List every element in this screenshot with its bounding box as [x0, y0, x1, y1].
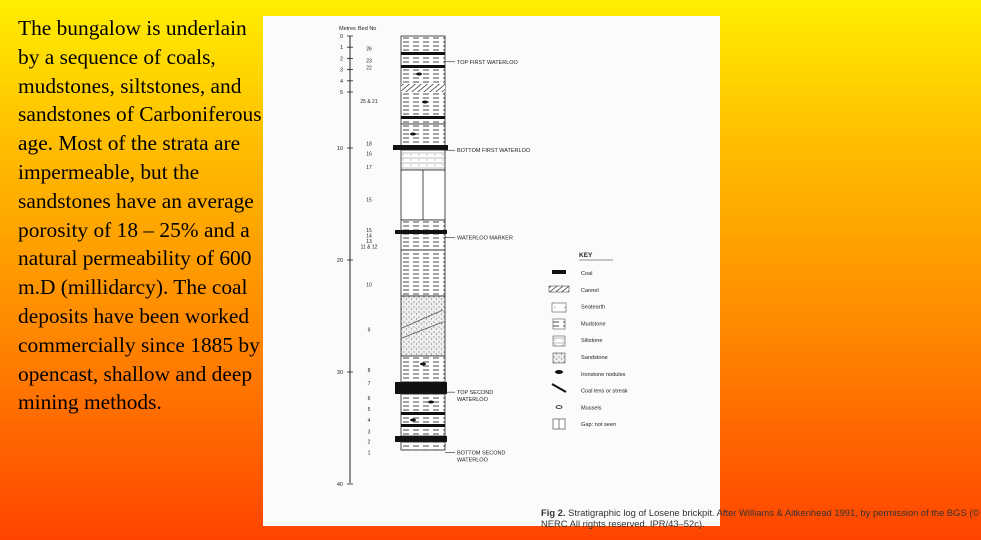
- gap-icon: [553, 419, 565, 429]
- coal-top-second-waterloo: [395, 382, 447, 394]
- bed-number-label: 2: [367, 439, 371, 446]
- mussels-icon: [556, 406, 562, 409]
- annotation-label: TOP FIRST WATERLOO: [457, 59, 518, 66]
- depth-tick-label: 2: [339, 56, 343, 63]
- annotation-label: WATERLOO: [457, 397, 488, 404]
- bed-number-label: 22: [366, 65, 372, 72]
- bed-number-label: 26: [366, 46, 372, 53]
- siltstone-bed-17: [401, 150, 445, 170]
- bed-number-labels: [360, 46, 377, 456]
- bed-number-label: 15: [366, 197, 372, 204]
- coal-bottom-second-waterloo: [395, 436, 447, 442]
- coal-waterloo-marker: [395, 230, 447, 234]
- sandstone-unit-9: [401, 296, 445, 356]
- depth-tick-label: 5: [339, 90, 343, 96]
- bed-number-label: 11 & 12: [360, 244, 378, 251]
- key-labels: [581, 271, 628, 428]
- key-legend: [549, 252, 628, 429]
- sandstone-icon: [553, 353, 565, 363]
- bed-number-label: 9: [367, 327, 371, 334]
- key-item-label: Gap: not seen: [581, 422, 617, 429]
- siltstone-icon: [553, 336, 565, 346]
- bed-number-label: 1: [367, 450, 371, 457]
- bed-number-label: 14: [366, 233, 372, 240]
- bed-no-header: Bed No: [358, 26, 377, 32]
- bed-number-label: 18: [366, 141, 372, 148]
- annotation-label: TOP SECOND: [457, 390, 494, 397]
- depth-tick-label: 20: [336, 258, 343, 264]
- depth-tick-label: 0: [339, 34, 343, 40]
- bed-number-label: 3: [367, 429, 371, 436]
- bed-number-label: 25 & 21: [360, 98, 378, 105]
- depth-tick-label: 10: [336, 146, 343, 152]
- mudstone-unit-10: [401, 250, 445, 296]
- key-item-label: Siltstone: [581, 338, 603, 345]
- depth-tick-label: 30: [336, 370, 343, 376]
- mudstone-unit-18: [401, 124, 445, 146]
- depth-tick-label: 1: [339, 45, 343, 52]
- mudstone-unit-13-15: [401, 220, 445, 250]
- key-item-label: Ironstone nodules: [581, 371, 626, 378]
- bed-number-label: 4: [367, 418, 371, 425]
- coal-bed-bottom-first-waterloo: [393, 145, 448, 150]
- bed-number-label: 23: [366, 58, 372, 65]
- stratigraphic-log-svg: [263, 16, 720, 526]
- key-title: KEY: [579, 252, 593, 259]
- metres-header: Metres: [339, 26, 356, 32]
- cannel-icon: [549, 286, 569, 292]
- bed-number-label: 13: [366, 238, 372, 245]
- key-item-label: Coal: [581, 271, 593, 277]
- key-item-label: Coal lens or streak: [581, 388, 628, 395]
- coal-bed-2: [401, 424, 445, 427]
- bed-number-label: 15: [366, 227, 372, 234]
- coal-bed-23: [401, 65, 445, 68]
- coal-bed-26: [401, 52, 445, 55]
- coal-lens-icon: [552, 384, 566, 392]
- annotation-label: BOTTOM FIRST WATERLOO: [457, 148, 531, 155]
- annotation-label: WATERLOO: [457, 457, 488, 464]
- bed-number-label: 5: [367, 406, 371, 413]
- bed-number-label: 16: [366, 151, 372, 158]
- bed-number-label: 6: [367, 395, 371, 402]
- coal-bed-4: [401, 412, 445, 415]
- bed-number-label: 8: [367, 367, 371, 374]
- key-item-label: Cannel: [581, 287, 599, 294]
- bed-number-label: 17: [366, 165, 372, 172]
- depth-tick-label: 3: [339, 67, 343, 74]
- mudstone-unit-base: [401, 442, 445, 450]
- lithology-column: [393, 36, 448, 450]
- depth-tick-label: 4: [339, 78, 343, 85]
- annotation-label: BOTTOM SECOND: [457, 450, 506, 457]
- caption-label: Fig 2.: [541, 507, 566, 518]
- cannel-bed: [401, 84, 445, 92]
- key-item-label: Seatearth: [581, 304, 606, 311]
- depth-tick-label: 40: [336, 482, 343, 488]
- coal-bed-21: [401, 116, 445, 119]
- mudstone-icon: [553, 319, 565, 329]
- caption-text: Stratigraphic log of Losene brickpit. After Williams & Aitkenhead 1991, by permission of the BGS (© NERC All rights reserved. IPR/43–52c).: [541, 507, 980, 529]
- seatearth-icon: [552, 303, 566, 312]
- figure-caption: [541, 507, 981, 529]
- key-item-label: Mudstone: [581, 321, 606, 328]
- coal-icon: [552, 270, 566, 274]
- waterloo-annotations: [445, 60, 531, 464]
- bed-number-label: 10: [366, 282, 372, 289]
- ironstone-icon: [555, 370, 563, 374]
- bed-number-label: 7: [367, 381, 371, 388]
- mudstone-unit-top: [401, 36, 445, 124]
- slide-body-text: The bungalow is underlain by a sequence of coals, mudstones, siltstones, and sandstones of Carboniferous age. Most of the strata are impermeable, but the sandstones have an average porosity of 18 – 25% and a natural permeability of 600 m.D (millidarcy). The coal deposits have been worked commercially since 1885 by opencast, shallow and deep mining methods.: [18, 16, 262, 415]
- key-item-label: Mussels: [581, 405, 602, 412]
- stratigraphic-log-figure: [263, 16, 980, 529]
- key-item-label: Sandstone: [581, 355, 608, 361]
- depth-ticks: [337, 34, 353, 488]
- mudstone-unit-7-8: [401, 356, 445, 382]
- annotation-label: WATERLOO MARKER: [457, 235, 513, 242]
